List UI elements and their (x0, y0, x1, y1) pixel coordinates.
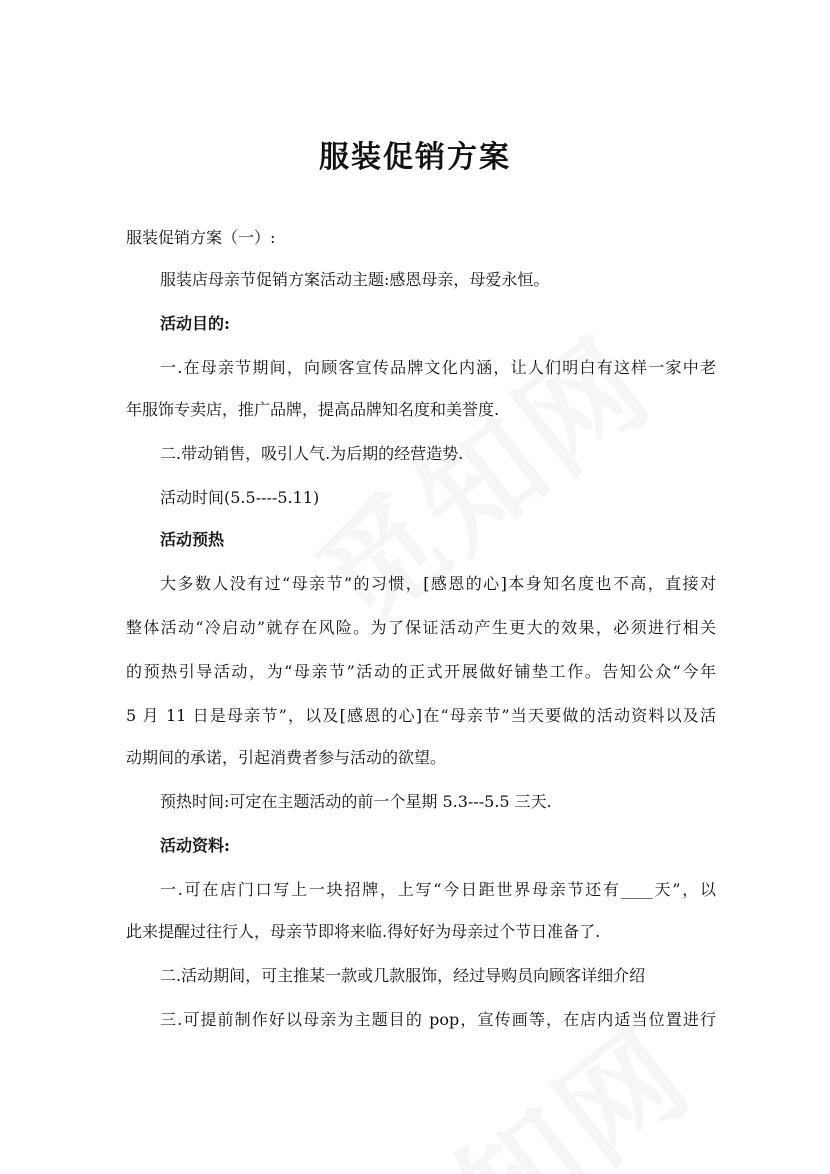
watermark (277, 292, 681, 660)
paragraph-line: 5 月 11 日是母亲节”，以及[感恩的心]在“母亲节”当天要做的活动资料以及活 (126, 706, 716, 725)
paragraph-line: 三.可提前制作好以母亲为主题目的 pop，宣传画等，在店内适当位置进行 (160, 1010, 716, 1029)
paragraph-line: 此来提醒过往行人，母亲节即将来临.得好好为母亲过个节日准备了. (126, 922, 601, 941)
paragraph-line: 一.在母亲节期间，向顾客宣传品牌文化内涵，让人们明白有这样一家中老 (160, 358, 716, 377)
warmup-heading: 活动预热 (160, 530, 225, 549)
paragraph-line: 整体活动“冷启动”就存在风险。为了保证活动产生更大的效果，必须进行相关 (126, 618, 716, 637)
activity-time: 活动时间(5.5----5.11) (160, 488, 320, 507)
paragraph-line: 的预热引导活动，为“母亲节”活动的正式开展做好铺垫工作。告知公众“今年 (126, 662, 716, 681)
section-heading: 服装促销方案（一）: (126, 228, 276, 247)
document-title: 服装促销方案 (319, 140, 511, 175)
paragraph-line: 大多数人没有过“母亲节”的习惯，[感恩的心]本身知名度也不高，直接对 (160, 574, 716, 593)
paragraph-line: 二.活动期间，可主推某一款或几款服饰，经过导购员向顾客详细介绍 (160, 966, 646, 985)
paragraph-line: 年服饰专卖店，推广品牌，提高品牌知名度和美誉度. (126, 400, 500, 419)
paragraph-line: 动期间的承诺，引起消费者参与活动的欲望。 (126, 748, 447, 767)
paragraph-line: 一.可在店门口写上一块招牌，上写“今日距世界母亲节还有____天”，以 (160, 880, 716, 899)
activity-theme: 服装店母亲节促销方案活动主题:感恩母亲，母爱永恒。 (160, 270, 550, 289)
purpose-heading: 活动目的: (160, 314, 230, 333)
materials-heading: 活动资料: (160, 836, 230, 855)
paragraph-line: 二.带动销售，吸引人气.为后期的经营造势. (160, 444, 464, 463)
warmup-time: 预热时间:可定在主题活动的前一个星期 5.3---5.5 三天. (160, 792, 552, 811)
